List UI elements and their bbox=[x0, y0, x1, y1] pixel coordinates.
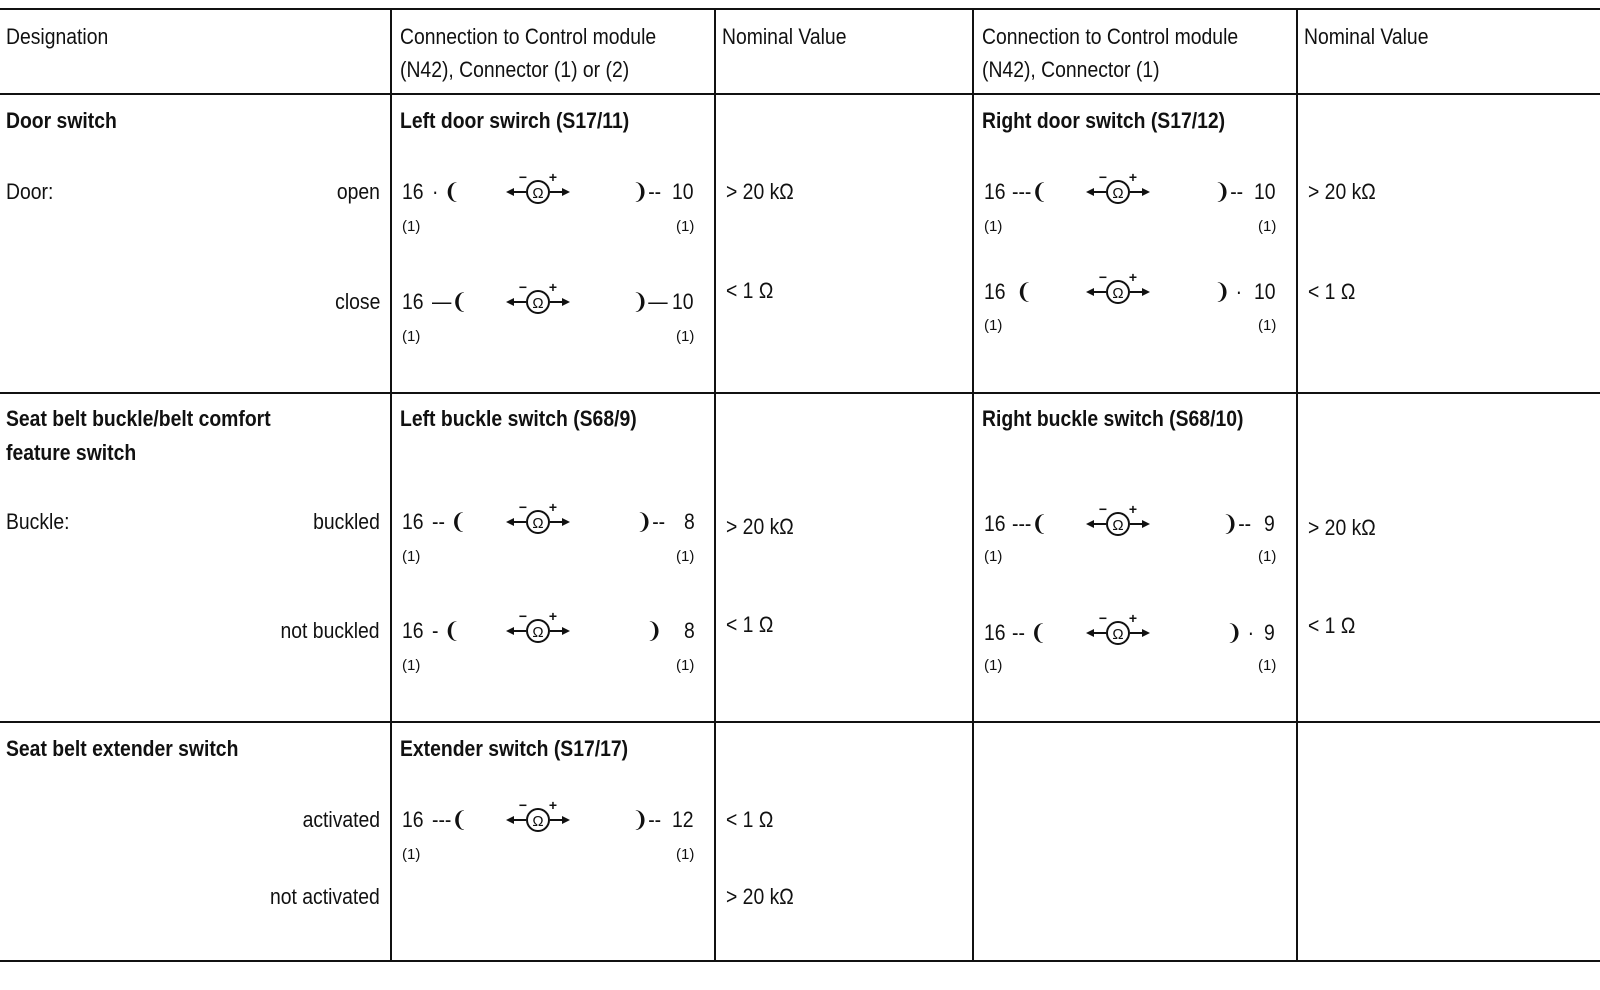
ohmmeter-symbol-icon bbox=[506, 609, 570, 649]
left-buckle-buckled-conn-a: (1) bbox=[402, 548, 421, 565]
svg-text:+: + bbox=[548, 798, 558, 813]
buckle-title-line2: feature switch bbox=[6, 440, 137, 465]
left-buckle-buckled-pin-a: 16 bbox=[402, 509, 424, 534]
buckle-buckled-label: buckled bbox=[313, 509, 380, 534]
header-divider bbox=[0, 93, 1600, 95]
left-buckle-not-buckled-pin-a: 16 bbox=[402, 618, 424, 643]
right-door-switch-title: Right door switch (S17/12) bbox=[982, 108, 1226, 133]
header-connection-left-line2: (N42), Connector (1) or (2) bbox=[400, 57, 630, 82]
right-buckle-not-buckled-conn-b: (1) bbox=[1258, 657, 1277, 674]
right-buckle-not-buckled-value: < 1 Ω bbox=[1308, 613, 1356, 638]
svg-text:+: + bbox=[1128, 611, 1138, 626]
svg-text:−: − bbox=[1098, 611, 1108, 626]
left-door-close-conn-a: (1) bbox=[402, 328, 421, 345]
left-buckle-not-buckled-pin-b: 8 bbox=[684, 618, 695, 643]
right-buckle-not-buckled-lead-a: -- ❨ bbox=[1012, 620, 1047, 645]
right-buckle-not-buckled-pin-b: 9 bbox=[1264, 620, 1275, 645]
left-door-close-pin-a: 16 bbox=[402, 289, 424, 314]
right-buckle-switch-title: Right buckle switch (S68/10) bbox=[982, 406, 1244, 431]
header-nominal-right: Nominal Value bbox=[1304, 24, 1429, 49]
right-door-open-conn-a: (1) bbox=[984, 218, 1003, 235]
svg-text:Ω: Ω bbox=[1112, 626, 1124, 643]
door-row-divider bbox=[0, 392, 1600, 394]
left-door-open-conn-b: (1) bbox=[676, 218, 695, 235]
left-buckle-not-buckled-lead-b: ❩ bbox=[646, 618, 663, 643]
header-connection-left-line1: Connection to Control module bbox=[400, 24, 657, 49]
svg-text:Ω: Ω bbox=[532, 813, 544, 830]
right-door-close-conn-b: (1) bbox=[1258, 317, 1277, 334]
svg-text:+: + bbox=[548, 609, 558, 624]
door-close-label: close bbox=[334, 289, 380, 314]
left-door-switch-title: Left door swirch (S17/11) bbox=[400, 108, 630, 133]
svg-text:−: − bbox=[518, 170, 528, 185]
extender-not-activated-label: not activated bbox=[270, 884, 380, 909]
left-buckle-not-buckled-value: < 1 Ω bbox=[726, 612, 774, 637]
left-buckle-buckled-conn-b: (1) bbox=[676, 548, 695, 565]
extender-activated-lead-b: ❩-- bbox=[632, 807, 662, 832]
left-buckle-buckled-lead-b: ❩-- bbox=[636, 509, 666, 534]
header-connection-right-line1: Connection to Control module bbox=[982, 24, 1239, 49]
left-door-open-pin-b: 10 bbox=[672, 179, 694, 204]
right-buckle-buckled-conn-a: (1) bbox=[984, 548, 1003, 565]
left-buckle-switch-title: Left buckle switch (S68/9) bbox=[400, 406, 637, 431]
col-divider-2 bbox=[714, 8, 716, 962]
ohmmeter-symbol-icon bbox=[506, 170, 570, 210]
svg-text:+: + bbox=[1128, 270, 1138, 285]
svg-text:Ω: Ω bbox=[532, 185, 544, 202]
right-door-open-lead-b: ❩-- bbox=[1214, 179, 1244, 204]
door-subject-label: Door: bbox=[6, 179, 54, 204]
left-buckle-not-buckled-conn-a: (1) bbox=[402, 657, 421, 674]
right-door-close-lead-a: ❨ bbox=[1016, 279, 1033, 304]
right-door-open-pin-b: 10 bbox=[1254, 179, 1276, 204]
ohmmeter-symbol-icon bbox=[1086, 170, 1150, 210]
svg-text:Ω: Ω bbox=[1112, 517, 1124, 534]
left-buckle-not-buckled-lead-a: - ❨ bbox=[432, 618, 461, 643]
right-buckle-buckled-pin-b: 9 bbox=[1264, 511, 1275, 536]
extender-activated-value: < 1 Ω bbox=[726, 807, 774, 832]
svg-text:−: − bbox=[1098, 502, 1108, 517]
header-designation: Designation bbox=[6, 24, 109, 49]
right-buckle-buckled-lead-a: ---❨ bbox=[1012, 511, 1048, 536]
ohmmeter-symbol-icon bbox=[506, 280, 570, 320]
left-buckle-buckled-value: > 20 kΩ bbox=[726, 514, 794, 539]
right-door-close-value: < 1 Ω bbox=[1308, 279, 1356, 304]
right-door-open-conn-b: (1) bbox=[1258, 218, 1277, 235]
ohmmeter-symbol-icon bbox=[1086, 502, 1150, 542]
svg-text:+: + bbox=[548, 500, 558, 515]
extender-title: Seat belt extender switch bbox=[6, 736, 239, 761]
left-buckle-buckled-pin-b: 8 bbox=[684, 509, 695, 534]
extender-activated-label: activated bbox=[302, 807, 380, 832]
col-divider-1 bbox=[390, 8, 392, 962]
door-switch-title: Door switch bbox=[6, 108, 117, 133]
right-buckle-not-buckled-conn-a: (1) bbox=[984, 657, 1003, 674]
right-door-open-lead-a: ---❨ bbox=[1012, 179, 1048, 204]
right-door-close-pin-b: 10 bbox=[1254, 279, 1276, 304]
svg-text:+: + bbox=[548, 170, 558, 185]
ohmmeter-symbol-icon bbox=[506, 798, 570, 838]
svg-text:Ω: Ω bbox=[532, 515, 544, 532]
extender-activated-lead-a: ---❨ bbox=[432, 807, 468, 832]
right-door-open-pin-a: 16 bbox=[984, 179, 1006, 204]
svg-text:Ω: Ω bbox=[532, 295, 544, 312]
col-divider-4 bbox=[1296, 8, 1298, 962]
left-door-open-conn-a: (1) bbox=[402, 218, 421, 235]
extender-activated-conn-b: (1) bbox=[676, 846, 695, 863]
left-door-open-pin-a: 16 bbox=[402, 179, 424, 204]
buckle-subject-label: Buckle: bbox=[6, 509, 70, 534]
left-door-close-conn-b: (1) bbox=[676, 328, 695, 345]
svg-text:+: + bbox=[1128, 502, 1138, 517]
svg-text:+: + bbox=[548, 280, 558, 295]
left-door-open-value: > 20 kΩ bbox=[726, 179, 794, 204]
svg-text:−: − bbox=[518, 609, 528, 624]
left-door-open-lead-b: ❩-- bbox=[632, 179, 662, 204]
svg-text:−: − bbox=[518, 798, 528, 813]
ohmmeter-symbol-icon bbox=[1086, 611, 1150, 651]
right-buckle-buckled-pin-a: 16 bbox=[984, 511, 1006, 536]
svg-text:Ω: Ω bbox=[1112, 185, 1124, 202]
right-door-close-pin-a: 16 bbox=[984, 279, 1006, 304]
right-buckle-buckled-lead-b: ❩-- bbox=[1222, 511, 1252, 536]
ohmmeter-symbol-icon bbox=[1086, 270, 1150, 310]
header-nominal-left: Nominal Value bbox=[722, 24, 847, 49]
svg-text:−: − bbox=[518, 280, 528, 295]
top-border bbox=[0, 8, 1600, 10]
right-door-open-value: > 20 kΩ bbox=[1308, 179, 1376, 204]
right-buckle-not-buckled-pin-a: 16 bbox=[984, 620, 1006, 645]
right-buckle-not-buckled-lead-b: ❩ · bbox=[1226, 620, 1255, 645]
extender-switch-title: Extender switch (S17/17) bbox=[400, 736, 629, 761]
svg-text:Ω: Ω bbox=[532, 624, 544, 641]
extender-activated-pin-b: 12 bbox=[672, 807, 694, 832]
extender-activated-pin-a: 16 bbox=[402, 807, 424, 832]
left-buckle-not-buckled-conn-b: (1) bbox=[676, 657, 695, 674]
col-divider-3 bbox=[972, 8, 974, 962]
buckle-title-line1: Seat belt buckle/belt comfort bbox=[6, 406, 271, 431]
svg-text:+: + bbox=[1128, 170, 1138, 185]
svg-text:Ω: Ω bbox=[1112, 285, 1124, 302]
door-open-label: open bbox=[336, 179, 380, 204]
left-buckle-buckled-lead-a: -- ❨ bbox=[432, 509, 467, 534]
extender-not-activated-value: > 20 kΩ bbox=[726, 884, 794, 909]
right-door-close-conn-a: (1) bbox=[984, 317, 1003, 334]
svg-text:−: − bbox=[518, 500, 528, 515]
svg-text:−: − bbox=[1098, 170, 1108, 185]
left-door-close-lead-b: ❩— bbox=[632, 289, 668, 314]
left-door-close-pin-b: 10 bbox=[672, 289, 694, 314]
buckle-row-divider bbox=[0, 721, 1600, 723]
left-door-close-lead-a: —❨ bbox=[432, 289, 468, 314]
bottom-border bbox=[0, 960, 1600, 962]
right-buckle-buckled-value: > 20 kΩ bbox=[1308, 515, 1376, 540]
right-door-close-lead-b: ❩ · bbox=[1214, 279, 1243, 304]
left-door-close-value: < 1 Ω bbox=[726, 278, 774, 303]
header-connection-right-line2: (N42), Connector (1) bbox=[982, 57, 1160, 82]
buckle-not-buckled-label: not buckled bbox=[280, 618, 380, 643]
extender-activated-conn-a: (1) bbox=[402, 846, 421, 863]
svg-text:−: − bbox=[1098, 270, 1108, 285]
ohmmeter-symbol-icon bbox=[506, 500, 570, 540]
left-door-open-lead-a: · ❨ bbox=[432, 179, 461, 204]
right-buckle-buckled-conn-b: (1) bbox=[1258, 548, 1277, 565]
